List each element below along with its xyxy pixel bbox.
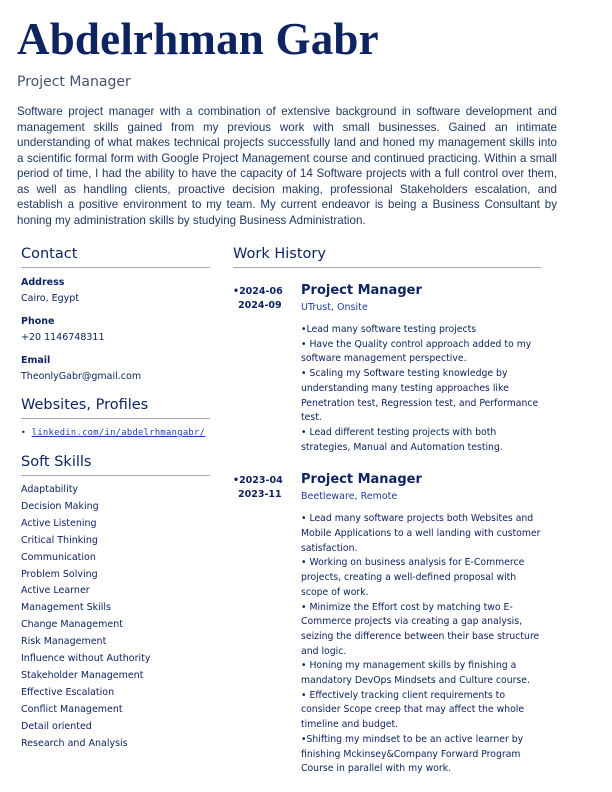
job-company: Beetleware, Remote [301, 491, 398, 503]
skill-item: Adaptability [21, 484, 79, 495]
skill-item: Effective Escalation [21, 686, 115, 698]
job-bullet: • Effectively tracking client requirements to consider Scope creep that may affect the whole timeline and budget. [301, 689, 525, 731]
website-item [21, 427, 210, 439]
section-divider [21, 475, 210, 476]
phone-label: Phone [21, 316, 55, 327]
job-entry [233, 282, 541, 455]
section-divider [233, 267, 541, 268]
contact-email [21, 354, 210, 383]
soft-skills-heading: Soft Skills [21, 454, 92, 470]
job-bullet: • Working on business analysis for E-Commerce projects, creating a well-defined proposal with scope of work. [301, 557, 525, 598]
job-bullet: •Lead many software testing projects [301, 324, 477, 335]
email-label: Email [21, 355, 51, 366]
soft-skills-section [21, 452, 210, 753]
job-end-date: 2024-09 [238, 300, 282, 311]
job-start-date: •2024-06 [233, 286, 283, 297]
websites-heading: Websites, Profiles [21, 397, 149, 413]
contact-address [21, 276, 210, 305]
skill-item: Conflict Management [21, 703, 123, 715]
professional-summary: Software project manager with a combination of extensive background in software development and management skills gained from my previous work with small businesses. Gained an intimate understanding of what makes technical projects successfully land and honed my management skills into a scientific formal form with Google Project Management course and continued practicing. Within a small period of time, I had the ability to have the capacity of 14 Software projects with a full control over them, as well as handling clients, proactive decision making, professional Stakeholders escalation, and establish a positive environment to my team. My current endeavor is being a Business Consultant by honing my administration skills by studying Business Administration. [17, 105, 557, 227]
right-column [233, 244, 541, 777]
skill-item: Management Skills [21, 602, 111, 614]
skill-item: Communication [21, 551, 96, 563]
email-value: TheonlyGabr@gmail.com [21, 371, 142, 382]
websites-section [21, 395, 210, 439]
job-title: Project Manager [301, 472, 422, 488]
skill-item: Active Learner [21, 585, 90, 597]
skill-item: Research and Analysis [21, 737, 128, 749]
job-dates [233, 471, 301, 777]
job-bullet: • Have the Quality control approach added to my software management perspective. [301, 338, 532, 365]
skill-item: Stakeholder Management [21, 669, 144, 681]
address-label: Address [21, 277, 65, 288]
job-bullet: • Minimize the Effort cost by matching two E-Commerce projects via creating a gap analysis, seizing the difference between their base structure and logic. [301, 601, 540, 657]
skill-item: Decision Making [21, 500, 99, 512]
job-bullet: • Scaling my Software testing knowledge by understanding many testing approaches like Penetration test, Regression test, and Performance test. [301, 368, 539, 424]
contact-heading: Contact [21, 246, 78, 262]
contact-phone [21, 315, 210, 344]
job-bullet: •Shifting my mindset to be an active learner by finishing Mckinsey&Company Forward Program Course in parallel with my work. [301, 733, 524, 775]
job-bullet: • Lead different testing projects with both strategies, Manual and Automation testing. [301, 426, 503, 453]
skill-item: Critical Thinking [21, 534, 98, 546]
job-dates [233, 282, 301, 455]
skill-item: Detail oriented [21, 720, 92, 732]
contact-section [21, 244, 210, 383]
job-bullet: • Lead many software projects both Websites and Mobile Applications to a well landing with customer satisfaction. [301, 513, 541, 554]
section-divider [21, 418, 210, 419]
skill-item: Influence without Authority [21, 653, 151, 665]
work-history-section [233, 244, 541, 777]
job-title: Project Manager [301, 283, 422, 298]
address-value: Cairo, Egypt [21, 293, 80, 304]
linkedin-link[interactable]: linkedin.com/in/abdelrhmangabr/ [31, 428, 206, 438]
candidate-role: Project Manager [17, 74, 131, 90]
job-bullets [301, 323, 541, 455]
job-entry [233, 471, 541, 777]
bullet-icon: • [21, 428, 26, 437]
skill-item: Change Management [21, 619, 123, 631]
phone-value: +20 1146748311 [21, 332, 105, 343]
skill-item: Problem Solving [21, 568, 98, 580]
skills-list [21, 482, 210, 753]
job-end-date: 2023-11 [238, 489, 282, 501]
job-bullet: • Honing my management skills by finishing a mandatory DevOps Mindsets and Culture course. [301, 660, 530, 687]
skill-item: Risk Management [21, 636, 107, 648]
job-bullets [301, 512, 541, 777]
candidate-name: Abdelrhman Gabr [17, 14, 379, 64]
work-history-heading: Work History [233, 246, 326, 262]
section-divider [21, 267, 210, 268]
skill-item: Active Listening [21, 517, 97, 529]
job-company: UTrust, Onsite [301, 302, 368, 313]
left-column [21, 244, 210, 753]
job-start-date: •2023-04 [233, 475, 283, 487]
